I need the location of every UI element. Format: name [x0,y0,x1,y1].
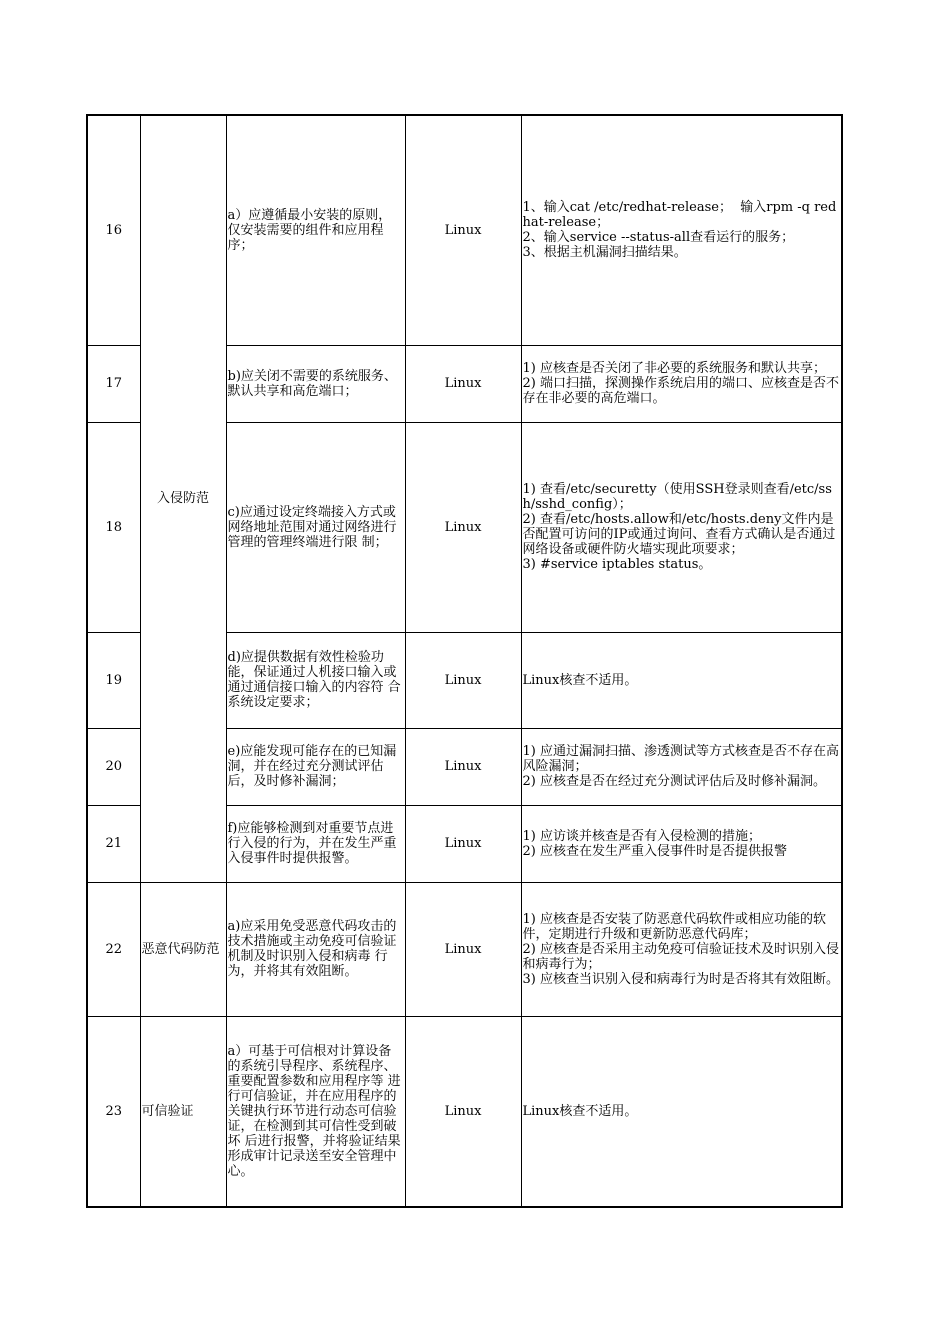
os-cell: Linux [405,422,521,632]
check-method-cell: 1) 应通过漏洞扫描、渗透测试等方式核查是否不存在高风险漏洞； 2) 应核查是否在经过充分测试评估后及时修补漏洞。 [521,728,842,805]
os-cell: Linux [405,728,521,805]
requirement-cell: a)应采用免受恶意代码攻击的技术措施或主动免疫可信验证机制及时识别入侵和病毒 行为，并将其有效阻断。 [226,882,405,1016]
check-method-cell: Linux核查不适用。 [521,632,842,728]
row-number: 21 [87,805,140,882]
os-cell: Linux [405,882,521,1016]
check-method-cell: 1) 应访谈并核查是否有入侵检测的措施； 2) 应核查在发生严重入侵事件时是否提供报警 [521,805,842,882]
table-row [87,115,842,345]
table-row [87,882,842,1016]
check-method-cell: Linux核查不适用。 [521,1016,842,1207]
row-number: 23 [87,1016,140,1207]
requirement-cell: f)应能够检测到对重要节点进行入侵的行为，并在发生严重入侵事件时提供报警。 [226,805,405,882]
requirement-cell: a）可基于可信根对计算设备的系统引导程序、系统程序、重要配置参数和应用程序等 进行可信验证，并在应用程序的关键执行环节进行动态可信验证，在检测到其可信性受到破坏 后进行报警，并将验证结果形成审计记录送至安全管理中心。 [226,1016,405,1207]
check-method-cell: 1、输入cat /etc/redhat-release； 输入rpm -q redhat-release； 2、输入service --status-all查看运行的服务； 3、根据主机漏洞扫描结果。 [521,115,842,345]
requirement-cell: a）应遵循最小安装的原则，仅安装需要的组件和应用程序； [226,115,405,345]
category-cell: 可信验证 [140,1016,226,1207]
security-check-table [86,114,843,1208]
requirement-cell: c)应通过设定终端接入方式或网络地址范围对通过网络进行管理的管理终端进行限 制； [226,422,405,632]
row-number: 22 [87,882,140,1016]
requirement-cell: d)应提供数据有效性检验功能，保证通过人机接口输入或通过通信接口输入的内容符 合系统设定要求； [226,632,405,728]
check-method-cell: 1) 应核查是否关闭了非必要的系统服务和默认共享； 2) 端口扫描，探测操作系统启用的端口、应核查是否不存在非必要的高危端口。 [521,345,842,422]
os-cell: Linux [405,115,521,345]
check-method-cell: 1) 应核查是否安装了防恶意代码软件或相应功能的软件，定期进行升级和更新防恶意代码库； 2) 应核查是否采用主动免疫可信验证技术及时识别入侵和病毒行为； 3) 应核查当识别入侵和病毒行为时是否将其有效阻断。 [521,882,842,1016]
category-cell: 入侵防范 [140,115,226,882]
os-cell: Linux [405,805,521,882]
os-cell: Linux [405,1016,521,1207]
check-method-cell: 1) 查看/etc/securetty（使用SSH登录则查看/etc/ssh/sshd_config）； 2) 查看/etc/hosts.allow和/etc/hosts.deny文件内是否配置可访问的IP或通过询问、查看方式确认是否通过网络设备或硬件防火墙实现此项要求； 3) #service iptables status。 [521,422,842,632]
row-number: 18 [87,422,140,632]
row-number: 20 [87,728,140,805]
row-number: 19 [87,632,140,728]
row-number: 16 [87,115,140,345]
row-number: 17 [87,345,140,422]
os-cell: Linux [405,345,521,422]
requirement-cell: e)应能发现可能存在的已知漏洞，并在经过充分测试评估后，及时修补漏洞； [226,728,405,805]
requirement-cell: b)应关闭不需要的系统服务、默认共享和高危端口； [226,345,405,422]
category-cell: 恶意代码防范 [140,882,226,1016]
table-row [87,1016,842,1207]
os-cell: Linux [405,632,521,728]
